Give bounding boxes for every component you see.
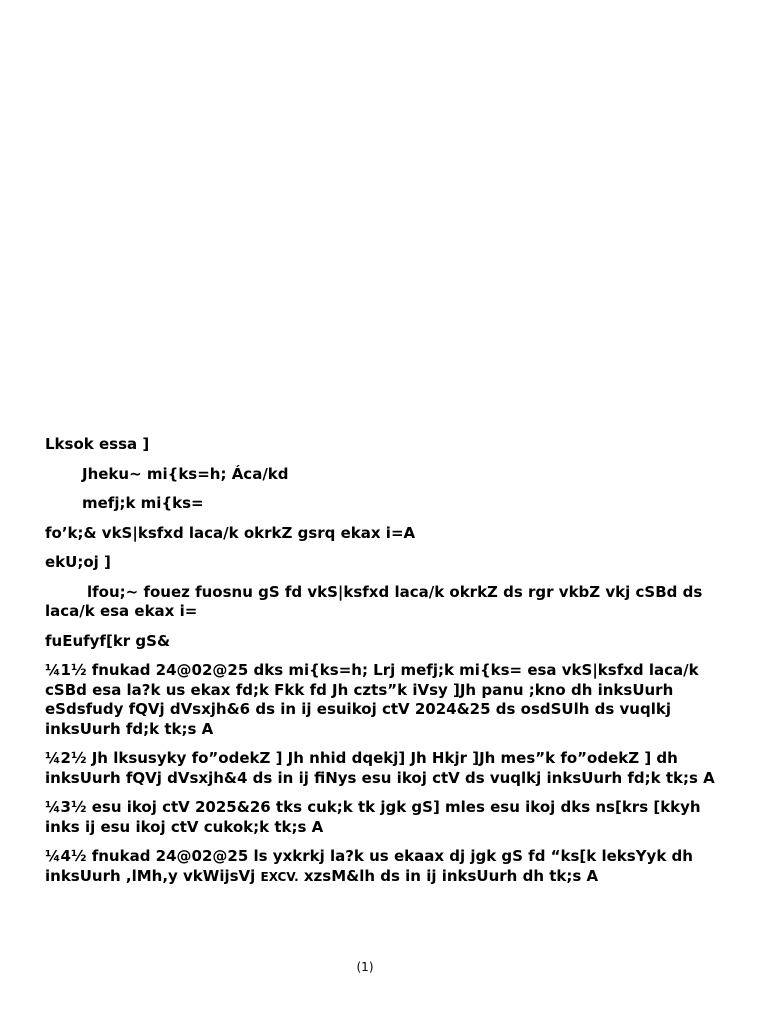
recipient-line-1: Jheku~ mi{ks=h; Áca/kd [82, 464, 289, 483]
point-4 [45, 847, 720, 887]
points-heading: fuEufyf[kr gS& [45, 631, 171, 650]
page-number: (1) [356, 960, 374, 974]
point-2: ¼2½ Jh lksusyky fo”odekZ ] Jh nhid dqekj] Jh Hkjr ]Jh mes”k fo”odekZ ] dh inksUurh fQVj dVsxjh&4 ds in ij fiNys esu ikoj ctV ds vuqlkj inksUurh fd;k tk;s A [45, 749, 715, 787]
intro-text: lfou;~ fouez fuosnu gS fd vkS|ksfxd laca/k okrkZ ds rgr vkbZ vkj cSBd ds laca/k esa ekax i= [45, 582, 703, 620]
subject-line: fo’k;& vkS|ksfxd laca/k okrkZ gsrq ekax i=A [45, 523, 416, 542]
point-3: ¼3½ esu ikoj ctV 2025&26 tks cuk;k tk jgk gS] mles esu ikoj dks ns[krs [kkyh inks ij esu ikoj ctV cukok;k tk;s A [45, 798, 701, 836]
salutation: Lksok essa ] [45, 435, 150, 453]
point-4-text-before: ¼4½ fnukad 24@02@25 ls yxkrkj la?k us ekaax dj jgk gS fd “ks[k leksYyk dh inksUurh ,lMh,y vkWijsVj [45, 847, 693, 885]
point-1: ¼1½ fnukad 24@02@25 dks mi{ks=h; Lrj mefj;k mi{ks= esa vkS|ksfxd laca/k cSBd esa la?k us ekax fd;k Fkk fd Jh czts”k iVsy ]Jh panu ;kno dh inksUurh eSdsfudy fQVj dVsxjh&6 ds in ij esuikoj ctV 2024&25 ds osdSUlh ds vuqlkj inksUurh fd;k tk;s A [45, 661, 699, 738]
letter-body [45, 435, 720, 897]
greeting: ekU;oj ] [45, 553, 111, 571]
point-4-text-small: EXCV. [260, 869, 299, 884]
point-4-text-after: xzsM&lh ds in ij inksUurh dh tk;s A [298, 866, 599, 885]
intro-paragraph [45, 583, 720, 622]
recipient-line-2: mefj;k mi{ks= [82, 494, 204, 512]
